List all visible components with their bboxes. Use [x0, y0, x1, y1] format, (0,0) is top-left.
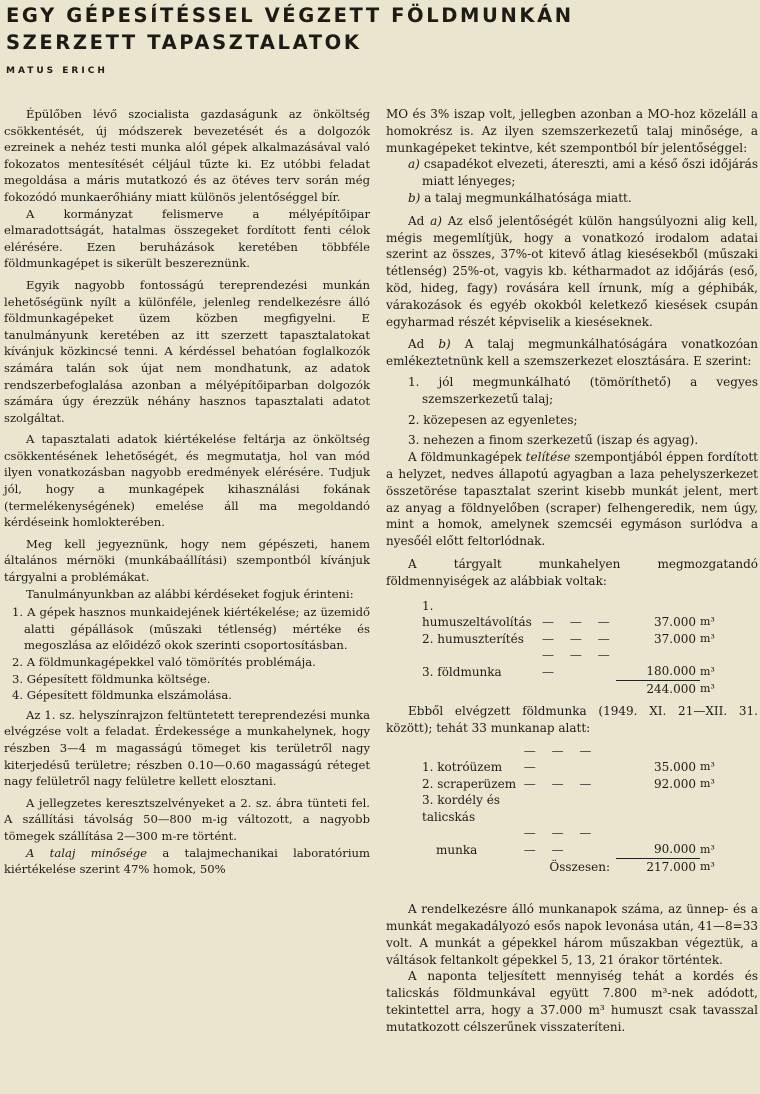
- table-cell-leader: — — — — —: [523, 826, 598, 857]
- emphasis-text: A talaj minősége: [26, 845, 148, 860]
- list-item: [386, 156, 758, 190]
- paragraph: Az 1. sz. helyszínrajzon feltüntetett tereprendezési munka elvégzése volt a feladat. Érdekessége a munkahelynek, hogy részben 3—4 m magasságú tömeget kis területről nagy kiterjedésű területre; részben 0.10—0.60 magasságú réteget nagy felületről nagy felületre kellett elosztani.: [4, 707, 370, 789]
- paragraph-text: Ad: [408, 213, 431, 228]
- table-cell-label: 3. kordély és talicskás: [422, 793, 500, 824]
- table-row: [422, 631, 722, 648]
- paragraph: A tárgyalt munkahelyen megmozgatandó földmennyiségek az alábbiak voltak:: [386, 556, 758, 588]
- table-cell-leader: — — —: [523, 776, 598, 791]
- list-item: 4. Gépesített földmunka elszámolása.: [12, 688, 232, 703]
- table-row: [422, 825, 722, 858]
- left-column: [4, 106, 370, 878]
- paragraph: [386, 336, 758, 370]
- list-text: csapadékot elvezeti, átereszti, ami a késő őszi időjárás miatt lényeges;: [419, 157, 758, 189]
- paragraph: A tapasztalati adatok kiértékelése feltárja az önköltség csökkentésének lehetőségét, és megmutatja, hol van mód ilyen vonatkozásban nagyobb eredmények elérésére. Tudjuk jól, hogy a munkagépek kihasználási fokának (termelékenységének) emelése áll ma megoldandó kérdéseink homlokterében.: [4, 432, 370, 530]
- list-text: a talaj megmunkálhatósága miatt.: [420, 190, 632, 205]
- table-cell-value: 37.000: [654, 631, 696, 646]
- table-cell-label: 1. humuszeltávolítás: [422, 598, 532, 630]
- table-total-label: Összesen:: [549, 859, 610, 874]
- paragraph-text: szempontjából éppen fordított a helyzet, nedves állapotú agyagban a laza pehelyszerkezet összetörése tapasztalat szerint kisebb munkát jelent, mert az anyag a földnyelőben (scraper) felhengeredik, nem úgy, mint a homok, amelynek szemcséi egymáson surlódva a nyesőél előtt feltorlódnak.: [386, 450, 758, 549]
- paragraph: Meg kell jegyeznünk, hogy nem gépészeti, hanem általános mérnöki (munkábaállítási) szempontból kívánjuk tárgyalni a problémákat.: [4, 536, 370, 585]
- author-name: MATUS ERICH: [6, 66, 108, 76]
- table-row: [422, 647, 722, 680]
- paragraph: [386, 213, 758, 331]
- list-item: 3. Gépesített földmunka költsége.: [12, 671, 211, 686]
- table-total-row: [422, 680, 722, 697]
- paragraph: Ebből elvégzett földmunka (1949. XI. 21—XII. 31. között); tehát 33 munkanap alatt:: [386, 704, 758, 735]
- table-cell-unit: m³: [700, 681, 715, 695]
- list-marker: b): [408, 190, 421, 205]
- list-item: 3. nehezen a finom szerkezetű (iszap és agyag).: [408, 433, 699, 448]
- table-cell-label: 2. humuszterítés: [422, 631, 524, 646]
- table-cell-leader: — — —: [542, 631, 616, 646]
- list-item: 2. közepesen az egyenletes;: [408, 412, 578, 427]
- table-cell-leader: — — — —: [542, 648, 616, 679]
- table-cell-unit: [700, 792, 722, 825]
- emphasis-text: a): [430, 213, 442, 228]
- table-cell-label: 3. földmunka: [422, 664, 502, 679]
- table-row: [422, 743, 722, 776]
- table-cell-unit: m³: [700, 760, 715, 774]
- paragraph: MO és 3% iszap volt, jellegben azonban a MO-hoz közeláll a homokrész is. Az ilyen szemszerkezetű talaj minősége, a munkagépeket tekintve, két szempontból bír jelentőséggel:: [386, 107, 758, 155]
- paragraph-text: Ad: [408, 337, 439, 352]
- completed-work-table: [422, 743, 722, 876]
- topic-list: [4, 604, 370, 704]
- table-cell-leader: — — — —: [523, 743, 598, 775]
- table-cell-value: [616, 792, 700, 825]
- list-marker: a): [408, 157, 420, 172]
- paragraph-text: a talajmechanikai laboratórium kiértékelése szerint 47% homok, 50%: [4, 845, 370, 877]
- paragraph-text: Az első jelentőségét külön hangsúlyozni alig kell, mégis megemlítjük, hogy a vonatkozó irodalom adatai szerint az összes, 37%-ot kitevő átlag kiesésekből (műszaki tétlenség) 25%-ot, vagyis kb. kétharmadot az időjárás (eső, köd, hideg, fagy) rovására kell írnunk, míg a géphibák, várakozások és egyéb okokból keletkező kiesések csupán egyharmad részét képviselik a kieséseknek.: [386, 213, 758, 329]
- table-row: [422, 776, 722, 793]
- table-cell-unit: m³: [700, 859, 715, 873]
- table-total-value: 217.000: [646, 859, 696, 874]
- paragraph: A kormányzat felismerve a mélyépítőipar elmaradottságát, hatalmas összegeket fordított fenti célok elérésére. Ezen beruházások keretében többféle földmunkagépet is sikerült beszereznünk.: [4, 206, 370, 271]
- list-item: 2. A földmunkagépekkel való tömörítés problémája.: [12, 655, 316, 669]
- paragraph-text: A földmunkagépek: [408, 450, 526, 465]
- paragraph: A rendelkezésre álló munkanapok száma, az ünnep- és a munkát megakadályozó esős napok levonása után, 41—8=33 volt. A munkát a gépekkel három műszakban végeztük, a váltások feltankolt gépekkel 5, 13, 21 órakor történtek.: [386, 902, 758, 967]
- title-line-1: EGY GÉPESÍTÉSSEL VÉGZETT FÖLDMUNKÁN: [6, 4, 574, 27]
- paragraph: Egyik nagyobb fontosságú tereprendezési munkán lehetőségünk nyílt a különféle, jelenleg rendelkezésre álló földmunkagépeket üzem közben megfigyelni. E tanulmányunk keretében az itt szerzett tapasztalatokat kívánjuk közkincsé tenni. A kérdéssel behatóan foglalkozók számára talán sok újat nem mondhatunk, az adatok rendszerbefoglalása azonban a mélyépítőiparban dolgozók számára úgy érezzük néhány hasznos tapasztalati adatot szolgáltat.: [4, 277, 370, 425]
- table-cell-label: 2. scraperüzem: [422, 776, 517, 791]
- paragraph: Épülőben lévő szocialista gazdaságunk az önköltség csökkentését, új módszerek bevezetését és a dolgozók ezreinek a nehéz testi munka alól gépek alkalmazásával való fokozatos mentesítését céljául tűzte ki. Ez utóbbi feladat megoldása a máris mutatkozó és az ötéves terv során még fokozódó munkaerőhiány miatt különös jelentőséggel bír.: [4, 107, 370, 204]
- paragraph: [386, 449, 758, 550]
- emphasis-text: telítése: [525, 450, 571, 465]
- title-line-2: SZERZETT TAPASZTALATOK: [6, 31, 362, 54]
- earthwork-volume-table: [422, 598, 722, 698]
- table-cell-leader: [524, 792, 616, 825]
- paragraph: Tanulmányunkban az alábbi kérdéseket fogjuk érinteni:: [26, 586, 354, 601]
- table-cell-value: 90.000: [616, 825, 700, 858]
- article-title: [6, 2, 756, 56]
- paragraph: [4, 845, 370, 878]
- paragraph-text: A talaj megmunkálhatóságára vonatkozóan emlékeztetnünk kell a szemszerkezet elosztására. E szerint:: [386, 337, 758, 369]
- table-total-row: [422, 858, 722, 875]
- table-cell-unit: m³: [700, 615, 715, 629]
- table-cell-unit: m³: [700, 631, 715, 645]
- list-item: 1. A gépek hasznos munkaidejének kiértékelése; az üzemidő alatti gépállások (műszaki tétlenség) mértéke és megoszlása az előidéző okok szerinti csoportosításban.: [12, 605, 370, 653]
- table-total-value: 244.000: [646, 681, 696, 696]
- table-cell-label: 1. kotróüzem: [422, 760, 503, 775]
- table-cell-value: 180.000: [616, 647, 700, 680]
- table-cell-value: 92.000: [654, 776, 696, 791]
- table-cell-value: 35.000: [654, 760, 696, 775]
- table-cell-leader: — — —: [542, 615, 616, 630]
- table-row: [422, 792, 722, 825]
- table-cell-unit: m³: [700, 776, 715, 790]
- table-cell-value: 37.000: [654, 615, 696, 630]
- table-cell-label: munka: [436, 842, 478, 857]
- emphasis-text: b): [438, 337, 451, 352]
- table-cell-unit: m³: [700, 664, 715, 678]
- paragraph: A jellegzetes keresztszelvényeket a 2. sz. ábra tünteti fel. A szállítási távolság 50—800 m-ig változott, a nagyobb tömegek szállítása 2—300 m-re történt.: [4, 795, 370, 843]
- list-item: 1. jól megmunkálható (tömöríthető) a vegyes szemszerkezetű talaj;: [408, 374, 758, 406]
- table-row: [422, 598, 722, 631]
- right-column: [386, 106, 758, 1035]
- list-item: [386, 190, 758, 207]
- table-cell-unit: m³: [700, 842, 715, 856]
- paragraph: A naponta teljesített mennyiség tehát a kordés és talicskás földmunkával együtt 7.800 m³-nek adódott, tekintettel arra, hogy a 37.000 m³ humuszt csak tavasszal mutatkozott célszerűnek visszateríteni.: [386, 969, 758, 1034]
